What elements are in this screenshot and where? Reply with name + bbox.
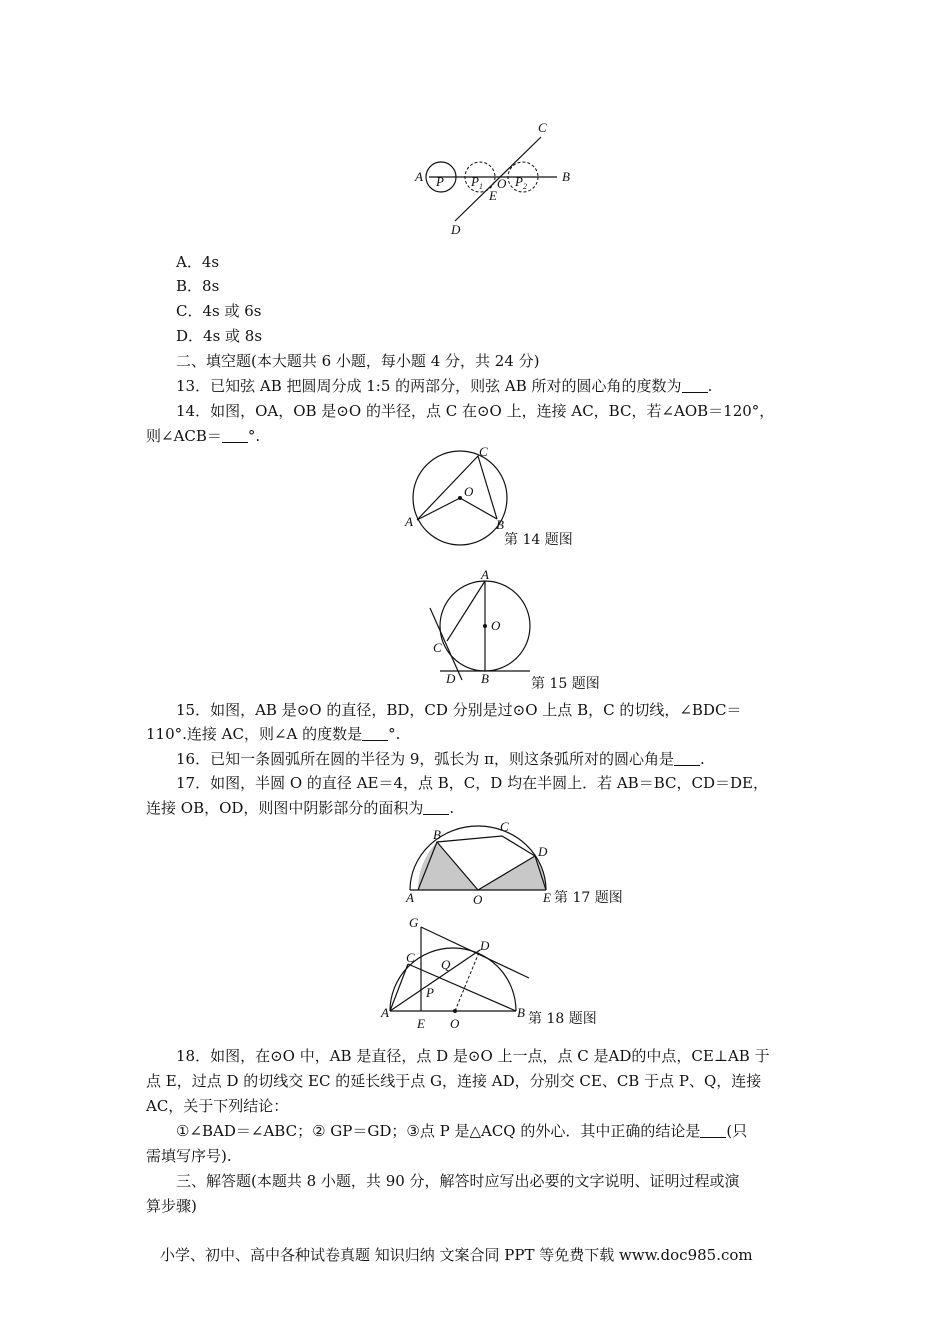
choice-c: C．4s 或 6s [176,302,262,320]
label-p2: P [515,174,523,189]
q17-end: . [449,799,455,817]
caption-17: 第 17 题图 [554,890,623,906]
question-18-line3: AC，关于下列结论： [146,1097,289,1115]
question-18-line1: 18．如图，在⊙O 中，AB 是直径，点 D 是⊙O 上一点，点 C 是AD的中点，CE⊥AB 于 [176,1047,770,1065]
label-e: E [417,1016,425,1031]
page-footer: 小学、初中、高中各种试卷真题 知识归纳 文案合同 PPT 等免费下载 www.doc985.com [160,1246,753,1264]
segment-ac [390,964,408,1011]
figure-q15 [420,566,620,696]
question-14-line2 [146,426,260,446]
choice-b: B．8s [176,277,220,295]
q14-end: °. [247,427,261,445]
answer-blank [423,800,449,815]
question-15-line1: 15．如图，AB 是⊙O 的直径，BD，CD 分别是过⊙O 上点 B，C 的切线，∠BDC＝ [176,701,742,719]
question-18-line5: 需填写序号). [146,1147,232,1165]
label-b: B [496,517,504,532]
section-3-heading-line2: 算步骤) [146,1197,197,1215]
label-p: P [436,174,444,189]
label-b: B [517,1005,525,1020]
label-d: D [538,844,548,859]
label-o: O [497,176,507,191]
label-q: Q [441,957,451,972]
triangle-acb [417,456,497,520]
label-c: C [433,640,442,655]
chord-ac [447,581,485,641]
q15-text: 110°.连接 AC，则∠A 的度数是 [146,725,363,743]
label-p: P [426,985,434,1000]
caption-14: 第 14 题图 [504,532,573,548]
label-a: A [481,567,489,582]
choice-a: A．4s [176,253,220,271]
answer-blank [682,378,708,393]
figure-q12 [405,118,585,238]
question-18-line2: 点 E，过点 D 的切线交 EC 的延长线于点 G，连接 AD，分别交 CE、CB 于点 P、Q，连接 [146,1072,762,1090]
answer-blank [700,1123,726,1138]
label-p2-sub: 2 [523,182,527,191]
question-16 [176,749,705,769]
answer-blank [674,751,700,766]
q17-text: 连接 OB，OD，则图中阴影部分的面积为 [146,799,424,817]
q14-text: 则∠ACB＝ [146,427,222,445]
label-o: O [473,892,483,907]
segment-ad [390,950,480,1011]
label-e: E [543,890,551,905]
label-c: C [406,950,415,965]
q18-text: ①∠BAD＝∠ABC；② GP＝GD；③点 P 是△ACQ 的外心．其中正确的结论是 [176,1122,701,1140]
label-a: A [406,890,414,905]
radii-oa-ob [417,498,497,520]
q18-tail: (只 [726,1122,748,1140]
figure-q18 [375,915,625,1030]
label-e: E [489,188,497,203]
label-p1: P [471,174,479,189]
question-13 [176,376,712,396]
label-d: D [480,938,490,953]
label-d: D [451,222,461,237]
question-17-line2 [146,798,454,818]
choice-d: D．4s 或 8s [176,327,263,345]
label-o: O [450,1016,460,1031]
q15-end: °. [388,725,401,743]
label-a: A [381,1005,389,1020]
label-b: B [481,671,489,686]
answer-blank [222,428,248,443]
label-b: B [433,827,441,842]
center-point [458,496,462,500]
label-c: C [500,819,509,834]
section-2-heading: 二、填空题(本大题共 6 小题，每小题 4 分，共 24 分) [176,352,540,370]
label-g: G [409,915,419,930]
question-14-line1: 14．如图，OA，OB 是⊙O 的半径，点 C 在⊙O 上，连接 AC，BC，若∠AOB＝120°， [176,402,775,420]
center-point [483,624,487,628]
caption-15: 第 15 题图 [531,676,600,692]
section-3-heading-line1: 三、解答题(本题共 8 小题，共 90 分，解答时应写出必要的文字说明、证明过程或演 [176,1172,740,1190]
label-a: A [415,169,423,184]
figure-q17 [400,818,640,910]
label-p1-sub: 1 [479,182,483,191]
label-o: O [464,484,474,499]
label-o: O [491,618,501,633]
label-b: B [562,169,570,184]
center-point [453,1009,457,1013]
caption-18: 第 18 题图 [528,1011,597,1027]
question-17-line1: 17．如图，半圆 O 的直径 AE＝4，点 B，C，D 均在半圆上．若 AB＝BC，CD＝DE， [176,774,768,792]
label-a: A [405,514,413,529]
label-c: C [538,120,547,135]
shaded-region-right [478,856,546,890]
question-18-line4 [176,1121,747,1141]
question-15-line2 [146,724,400,744]
answer-blank [362,726,388,741]
label-d: D [446,671,456,686]
label-c: C [479,444,488,459]
q16-text: 16．已知一条圆弧所在圆的半径为 9，弧长为 π，则这条弧所对的圆心角是 [176,750,675,768]
q13-end: . [707,377,713,395]
tangent-gd [421,927,529,978]
q13-text: 13．已知弦 AB 把圆周分成 1:5 的两部分，则弦 AB 所对的圆心角的度数为 [176,377,682,395]
q16-end: . [700,750,705,768]
figure-q14 [400,443,620,553]
